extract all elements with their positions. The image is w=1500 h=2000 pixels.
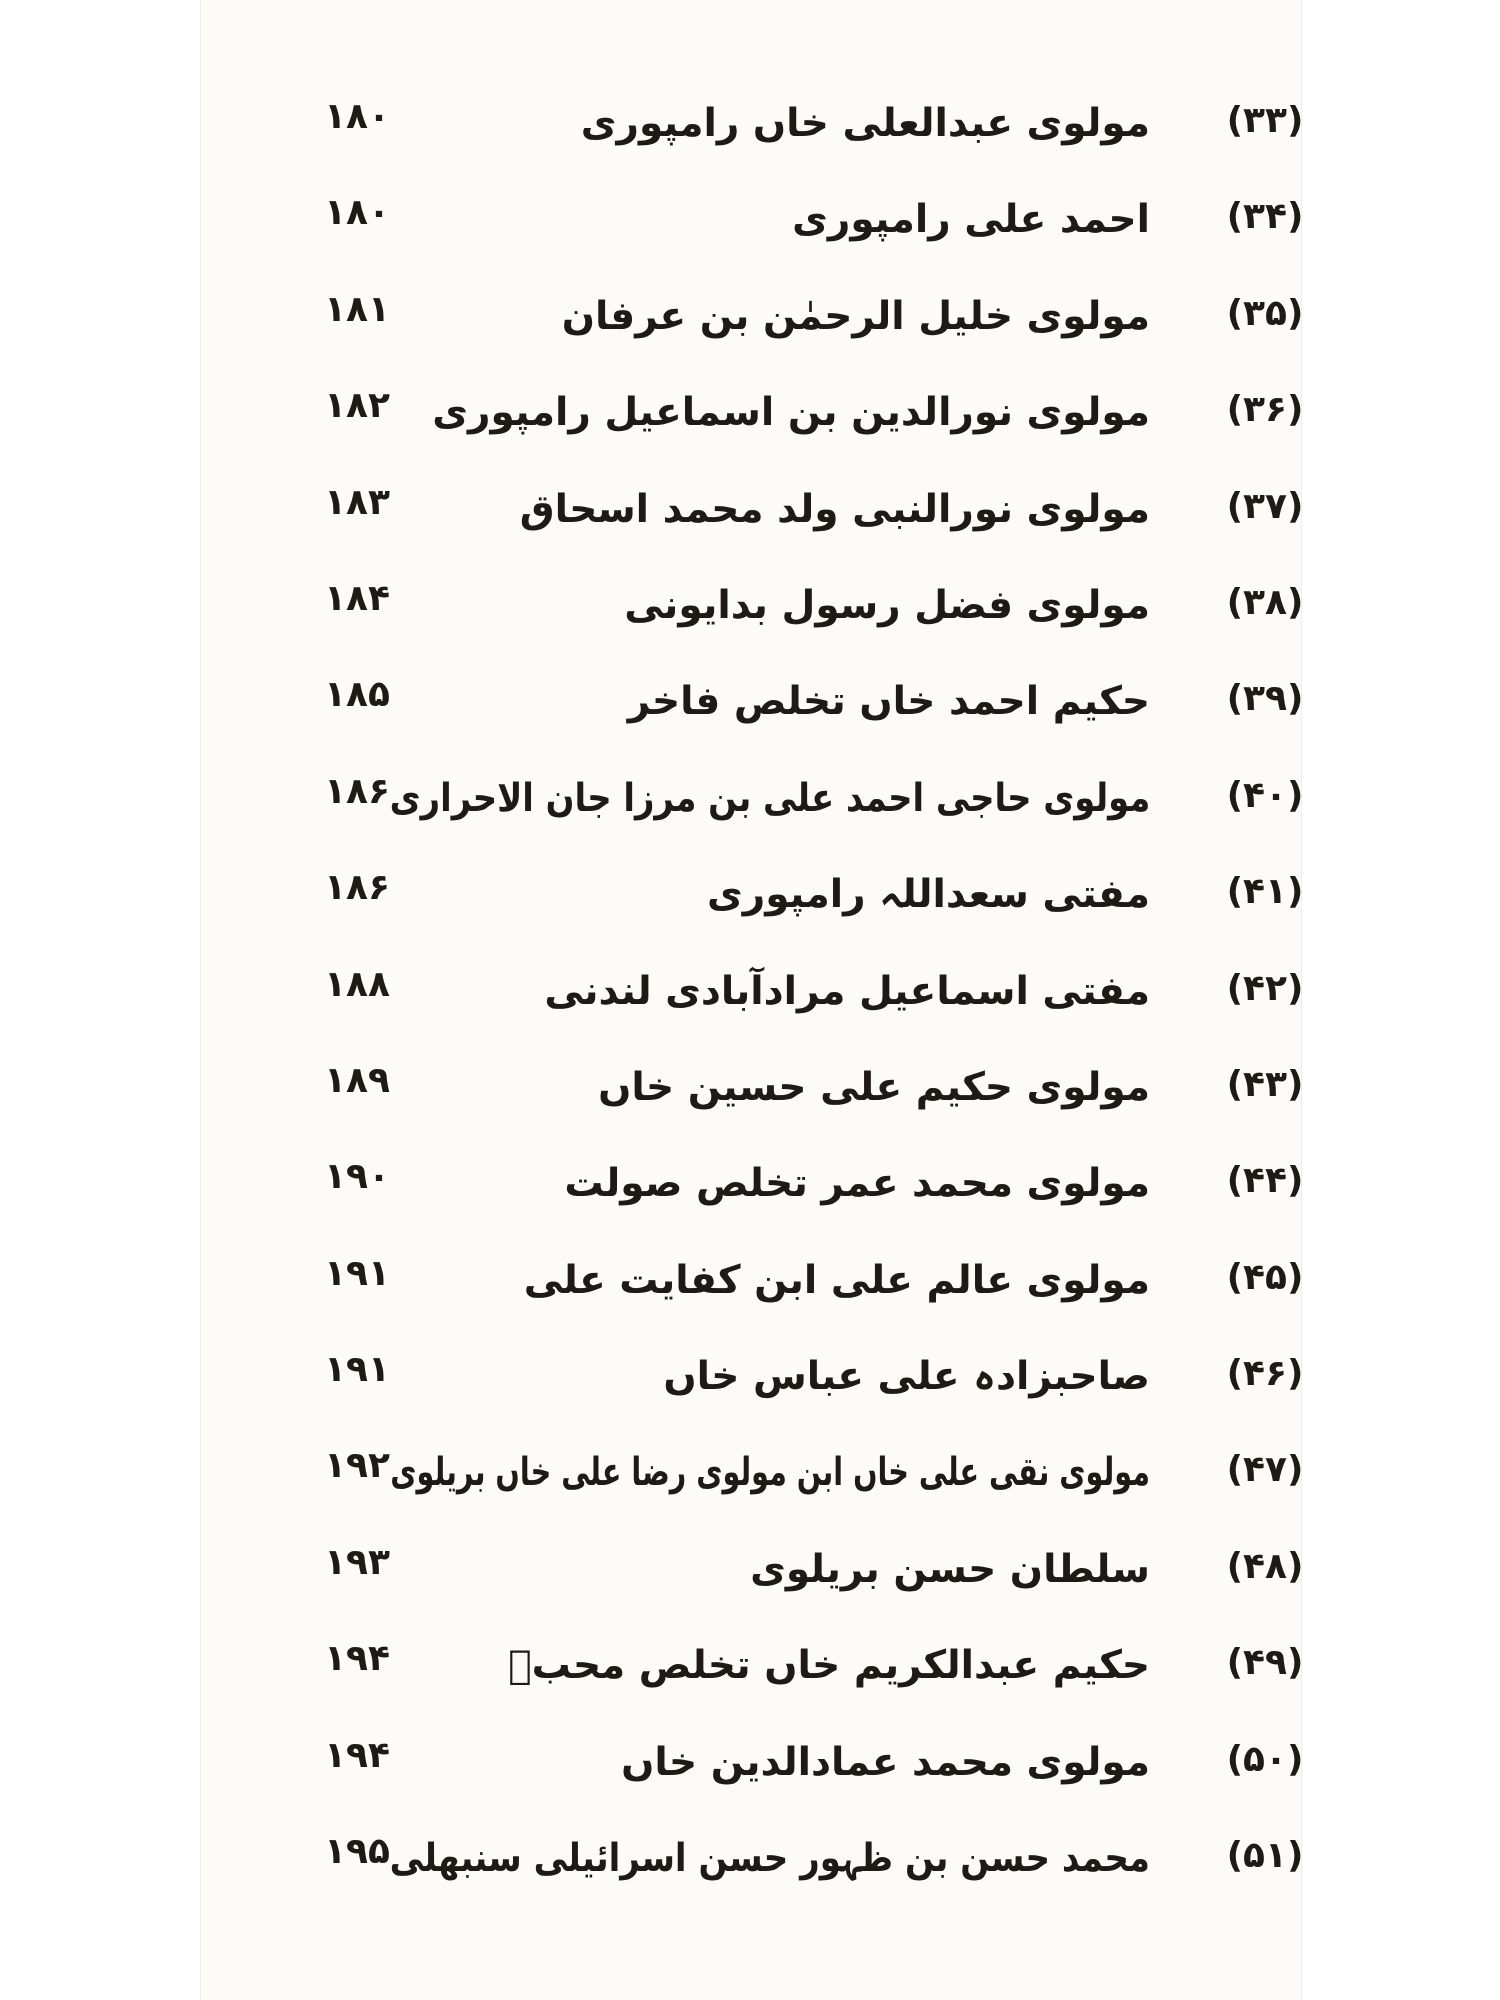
- entry-page-number: ۱۸۹: [324, 1059, 390, 1101]
- entry-number: (۳۷): [1226, 485, 1304, 527]
- toc-entry: [200, 1731, 1304, 1827]
- entry-title: مولوی نقی علی خاں ابن مولوی رضا علی خاں بریلوی: [390, 1450, 1150, 1496]
- entry-title: صاحبزادہ علی عباس خاں: [663, 1354, 1150, 1400]
- entry-page-number: ۱۹۴: [324, 1734, 390, 1776]
- entry-page-number: ۱۸۵: [324, 674, 390, 716]
- toc-entry: [200, 478, 1304, 574]
- toc-entry: [200, 92, 1304, 188]
- toc-entry: [200, 670, 1304, 766]
- toc-entry: [200, 767, 1304, 863]
- entry-number: (۴۷): [1226, 1449, 1304, 1491]
- entry-page-number: ۱۹۴: [324, 1638, 390, 1680]
- toc-entry: [200, 1345, 1304, 1441]
- entry-page-number: ۱۹۱: [324, 1252, 390, 1294]
- entry-page-number: ۱۸۳: [324, 481, 390, 523]
- entry-title: مولوی حاجی احمد علی بن مرزا جان الاحراری: [389, 775, 1150, 821]
- entry-number: (۳۸): [1226, 581, 1304, 623]
- entry-number: (۴۹): [1226, 1642, 1304, 1684]
- entry-page-number: ۱۸۶: [324, 770, 390, 812]
- entry-title: مفتی سعداللہ رامپوری: [707, 872, 1150, 918]
- toc-entry: [200, 1152, 1304, 1248]
- entry-number: (۴۱): [1226, 871, 1304, 913]
- entry-page-number: ۱۹۱: [324, 1349, 390, 1391]
- entry-page-number: ۱۸۰: [324, 96, 390, 137]
- toc-entry: [200, 188, 1304, 284]
- entry-page-number: ۱۸۴: [324, 577, 390, 619]
- entry-page-number: ۱۸۶: [324, 867, 390, 909]
- entry-number: (۳۵): [1226, 292, 1304, 334]
- toc-entry: [200, 1827, 1304, 1923]
- entry-number: (۴۶): [1226, 1353, 1304, 1395]
- entry-title: محمد حسن بن ظہور حسن اسرائیلی سنبھلی: [389, 1836, 1150, 1882]
- entry-number: (۳۶): [1226, 389, 1304, 431]
- entry-title: مولوی محمد عمر تخلص صولت: [564, 1161, 1150, 1207]
- toc-entry: [200, 1249, 1304, 1345]
- entry-number: (۴۴): [1226, 1160, 1304, 1202]
- entry-number: (۴۰): [1226, 774, 1304, 816]
- toc-entry: [200, 574, 1304, 670]
- toc-entry: [200, 1634, 1304, 1730]
- entry-title: مولوی عالم علی ابن کفایت علی: [523, 1257, 1150, 1303]
- toc-entry: [200, 285, 1304, 381]
- entry-title: مولوی نورالنبی ولد محمد اسحاق: [519, 486, 1150, 532]
- entry-title: مولوی خلیل الرحمٰن بن عرفان: [561, 293, 1150, 339]
- entry-page-number: ۱۸۰: [324, 192, 390, 234]
- entry-number: (۴۲): [1226, 967, 1304, 1009]
- entry-page-number: ۱۹۵: [324, 1831, 390, 1873]
- toc-entry: [200, 1538, 1304, 1634]
- entry-title: مولوی نورالدین بن اسماعیل رامپوری: [432, 390, 1150, 436]
- entry-title: مفتی اسماعیل مرادآبادی لندنی: [544, 968, 1150, 1014]
- entry-title: مولوی محمد عمادالدین خاں: [621, 1739, 1150, 1785]
- toc-entry: [200, 1441, 1304, 1537]
- entry-page-number: ۱۸۸: [324, 963, 390, 1005]
- entry-number: (۴۸): [1226, 1545, 1304, 1587]
- entry-number: (۵۰): [1226, 1738, 1304, 1780]
- entry-title: حکیم احمد خاں تخلص فاخر: [627, 679, 1150, 725]
- entry-number: (۵۱): [1226, 1835, 1304, 1877]
- entry-title: مولوی عبدالعلی خاں رامپوری: [580, 101, 1150, 146]
- entry-page-number: ۱۹۲: [324, 1445, 390, 1487]
- entry-page-number: ۱۸۲: [324, 385, 390, 427]
- toc-entry: [200, 960, 1304, 1056]
- entry-title: مولوی فضل رسول بدایونی: [624, 582, 1150, 628]
- entry-number: (۴۳): [1226, 1063, 1304, 1105]
- entry-number: (۳۳): [1226, 100, 1304, 141]
- entry-title: مولوی حکیم علی حسین خاں: [598, 1064, 1150, 1110]
- entry-number: (۴۵): [1226, 1256, 1304, 1298]
- toc-entry: [200, 863, 1304, 959]
- entry-title: سلطان حسن بریلوی: [750, 1546, 1150, 1592]
- entry-number: (۳۹): [1226, 678, 1304, 720]
- entry-page-number: ۱۹۳: [324, 1541, 390, 1583]
- table-of-contents: [200, 92, 1304, 1923]
- toc-entry: [200, 1056, 1304, 1152]
- toc-entry: [200, 381, 1304, 477]
- entry-page-number: ۱۸۱: [324, 288, 390, 330]
- entry-title: احمد علی رامپوری: [792, 197, 1150, 243]
- entry-number: (۳۴): [1226, 196, 1304, 238]
- entry-title: حکیم عبدالکریم خاں تخلص محبؔ: [508, 1643, 1150, 1689]
- entry-page-number: ۱۹۰: [324, 1156, 390, 1198]
